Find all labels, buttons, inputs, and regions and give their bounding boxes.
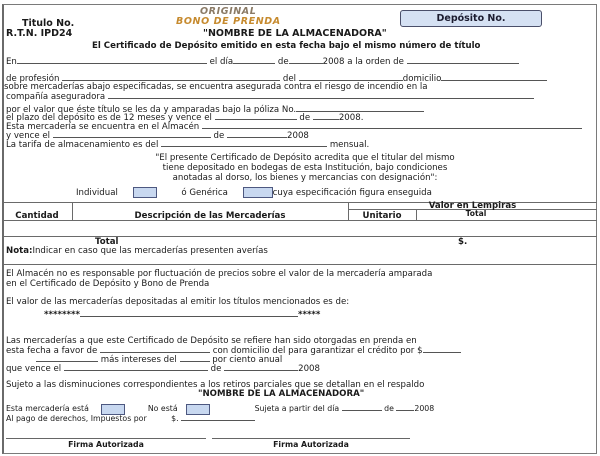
domicilio-field[interactable]: [441, 73, 547, 81]
credito-field[interactable]: [423, 345, 461, 353]
por-valor-label: por el valor que éste título se les da y amparadas bajo la póliza No.: [6, 105, 297, 115]
que-vence-field[interactable]: [64, 363, 208, 371]
stars-right: *****: [297, 310, 321, 320]
del-label: del: [282, 74, 297, 84]
vence-mes-field[interactable]: [313, 112, 339, 120]
sujeto-line: Sujeto a las disminuciones correspondientes a los retiros parciales que se detallan en el respaldo: [6, 380, 425, 390]
row-compania: [6, 91, 534, 102]
unitario-header: Unitario: [362, 211, 402, 221]
de3-label: de: [213, 131, 225, 141]
stars-left: ********: [44, 310, 80, 320]
valor-stars-row: [44, 309, 320, 320]
original-label: ORIGINAL: [200, 6, 257, 17]
almacen-field[interactable]: [202, 121, 582, 129]
domicilio-label: domicilio: [402, 74, 442, 84]
esta-merc-label-2: Esta mercadería está: [6, 404, 89, 413]
valor-field[interactable]: [80, 309, 298, 317]
quote-line-1: "El presente Certificado de Depósito acredita que el titular del mismo: [155, 153, 455, 163]
mas-int-label: más intereses del: [100, 355, 177, 365]
vence-field[interactable]: [215, 112, 297, 120]
row-al-pago: [6, 413, 255, 424]
nota-text: Indicar en caso que las mercaderías presenten averías: [32, 246, 268, 256]
year3-label: 2008: [287, 131, 309, 141]
year-label-2: 2008: [298, 364, 320, 374]
generica-checkbox[interactable]: [243, 187, 273, 198]
total-dollar: $.: [458, 237, 468, 247]
total-header: Total: [465, 209, 487, 218]
signature-line-2: [212, 438, 410, 439]
no-esta-label: No está: [147, 404, 178, 413]
compania-field[interactable]: [108, 91, 534, 99]
orden-field[interactable]: [407, 56, 519, 64]
tarifa-field[interactable]: [161, 139, 327, 147]
con-dom-label: con domicilio del para garantizar el crédito por $: [212, 346, 423, 356]
de-label-2: de: [210, 364, 222, 374]
almacenadora-bottom: "NOMBRE DE LA ALMACENADORA": [198, 389, 365, 399]
sujeta-label: Sujeta a partir del día: [254, 404, 340, 413]
sujeta-mes-field[interactable]: [396, 403, 414, 411]
subtitle: El Certificado de Depósito emitido en esta fecha bajo el mismo número de título: [92, 41, 481, 51]
deposito-no-box[interactable]: [400, 10, 542, 27]
en-field[interactable]: [17, 56, 207, 64]
y-vence-label: y vence el: [6, 131, 51, 141]
descripcion-header: Descripción de las Mercaderías: [134, 211, 286, 221]
mensual-label: mensual.: [329, 140, 370, 150]
del-field[interactable]: [299, 73, 403, 81]
firma-autorizada-2: Firma Autorizada: [273, 440, 349, 449]
de2-label: de: [299, 113, 311, 123]
el-dia-label: el día: [209, 57, 234, 67]
al-pago-label: Al pago de derechos, Impuestos por: [6, 414, 147, 423]
de-label: de: [277, 57, 289, 67]
valor-header: Valor en Lempiras: [428, 201, 517, 211]
que-vence-mes-field[interactable]: [224, 363, 298, 371]
year-orden-label: 2008 a la orden de: [322, 57, 404, 67]
bono-de-prenda-label: BONO DE PRENDA: [176, 16, 281, 27]
year2-label: 2008.: [338, 113, 364, 123]
designacion-row: [76, 187, 432, 198]
total-row-label: Total: [95, 237, 119, 247]
tarifa-label: La tarifa de almacenamiento es del: [6, 140, 159, 150]
table-body-bottom: [2, 236, 597, 237]
favor-field[interactable]: [100, 345, 210, 353]
row-tarifa: [6, 139, 369, 150]
individual-checkbox[interactable]: [133, 187, 157, 198]
por-ciento-label: por ciento anual: [212, 355, 283, 365]
row-en: [6, 56, 519, 67]
merc-line-1: Las mercaderías a que este Certificado de Depósito se refiere han sido otorgadas en prenda en: [6, 336, 417, 346]
esta-merc-label: Esta mercadería se encuentra en el Almacén: [6, 122, 200, 132]
poliza-field[interactable]: [296, 104, 424, 112]
deposito-no-label: Depósito No.: [436, 13, 506, 24]
de-label-3: de: [384, 404, 394, 413]
profesion-field[interactable]: [62, 73, 280, 81]
rtn-label: R.T.N. IPD24: [6, 28, 73, 39]
titulo-no-label: Titulo No.: [22, 18, 75, 29]
firma-autorizada-1: Firma Autorizada: [68, 440, 144, 449]
dia-field[interactable]: [233, 56, 275, 64]
generica-label: ó Genérica: [181, 188, 228, 198]
sobre-text: sobre mercaderías abajo especificadas, se encuentra asegurada contra el riesgo de incendio en la: [4, 82, 428, 92]
quote-line-3: anotadas al dorso, los bienes y mercancias con designación":: [172, 173, 438, 183]
profesion-label: de profesión: [6, 74, 60, 84]
pago-dollar: $.: [171, 414, 179, 423]
individual-label: Individual: [76, 188, 118, 198]
signature-line-1: [6, 438, 206, 439]
nota-row: [6, 246, 268, 256]
y-vence-field[interactable]: [53, 130, 211, 138]
cuya-label: cuya especificación figura enseguida: [272, 188, 432, 198]
y-vence-mes-field[interactable]: [227, 130, 287, 138]
en-label: En: [6, 57, 17, 67]
sujeta-dia-field[interactable]: [342, 403, 382, 411]
cantidad-header: Cantidad: [15, 211, 59, 221]
almacen-line-2: en el Certificado de Depósito y Bono de Prenda: [6, 279, 210, 289]
interes-field[interactable]: [180, 354, 210, 362]
favor-label: esta fecha a favor de: [6, 346, 98, 356]
almacenadora-title: "NOMBRE DE LA ALMACENADORA": [203, 28, 387, 39]
plazo-label: el plazo del depósito es de 12 meses y vence el: [6, 113, 212, 123]
year-label-3: 2008: [414, 404, 435, 413]
pago-field[interactable]: [181, 413, 255, 421]
quote-line-2: tiene depositado en bodegas de esta Institución, bajo condiciones: [162, 163, 448, 173]
valor-line: El valor de las mercaderías depositadas al emitir los títulos mencionados es de:: [6, 297, 350, 307]
compania-label: compañía aseguradora: [6, 92, 106, 102]
credito-cont-field[interactable]: [36, 354, 98, 362]
almacen-line-1: El Almacén no es responsable por fluctuación de precios sobre el valor de la mercadería amparada: [6, 269, 433, 279]
mes-field[interactable]: [289, 56, 323, 64]
nota-label: Nota:: [6, 246, 33, 256]
section-divider: [2, 264, 597, 265]
row-que-vence: [6, 363, 320, 374]
que-vence-label: que vence el: [6, 364, 62, 374]
